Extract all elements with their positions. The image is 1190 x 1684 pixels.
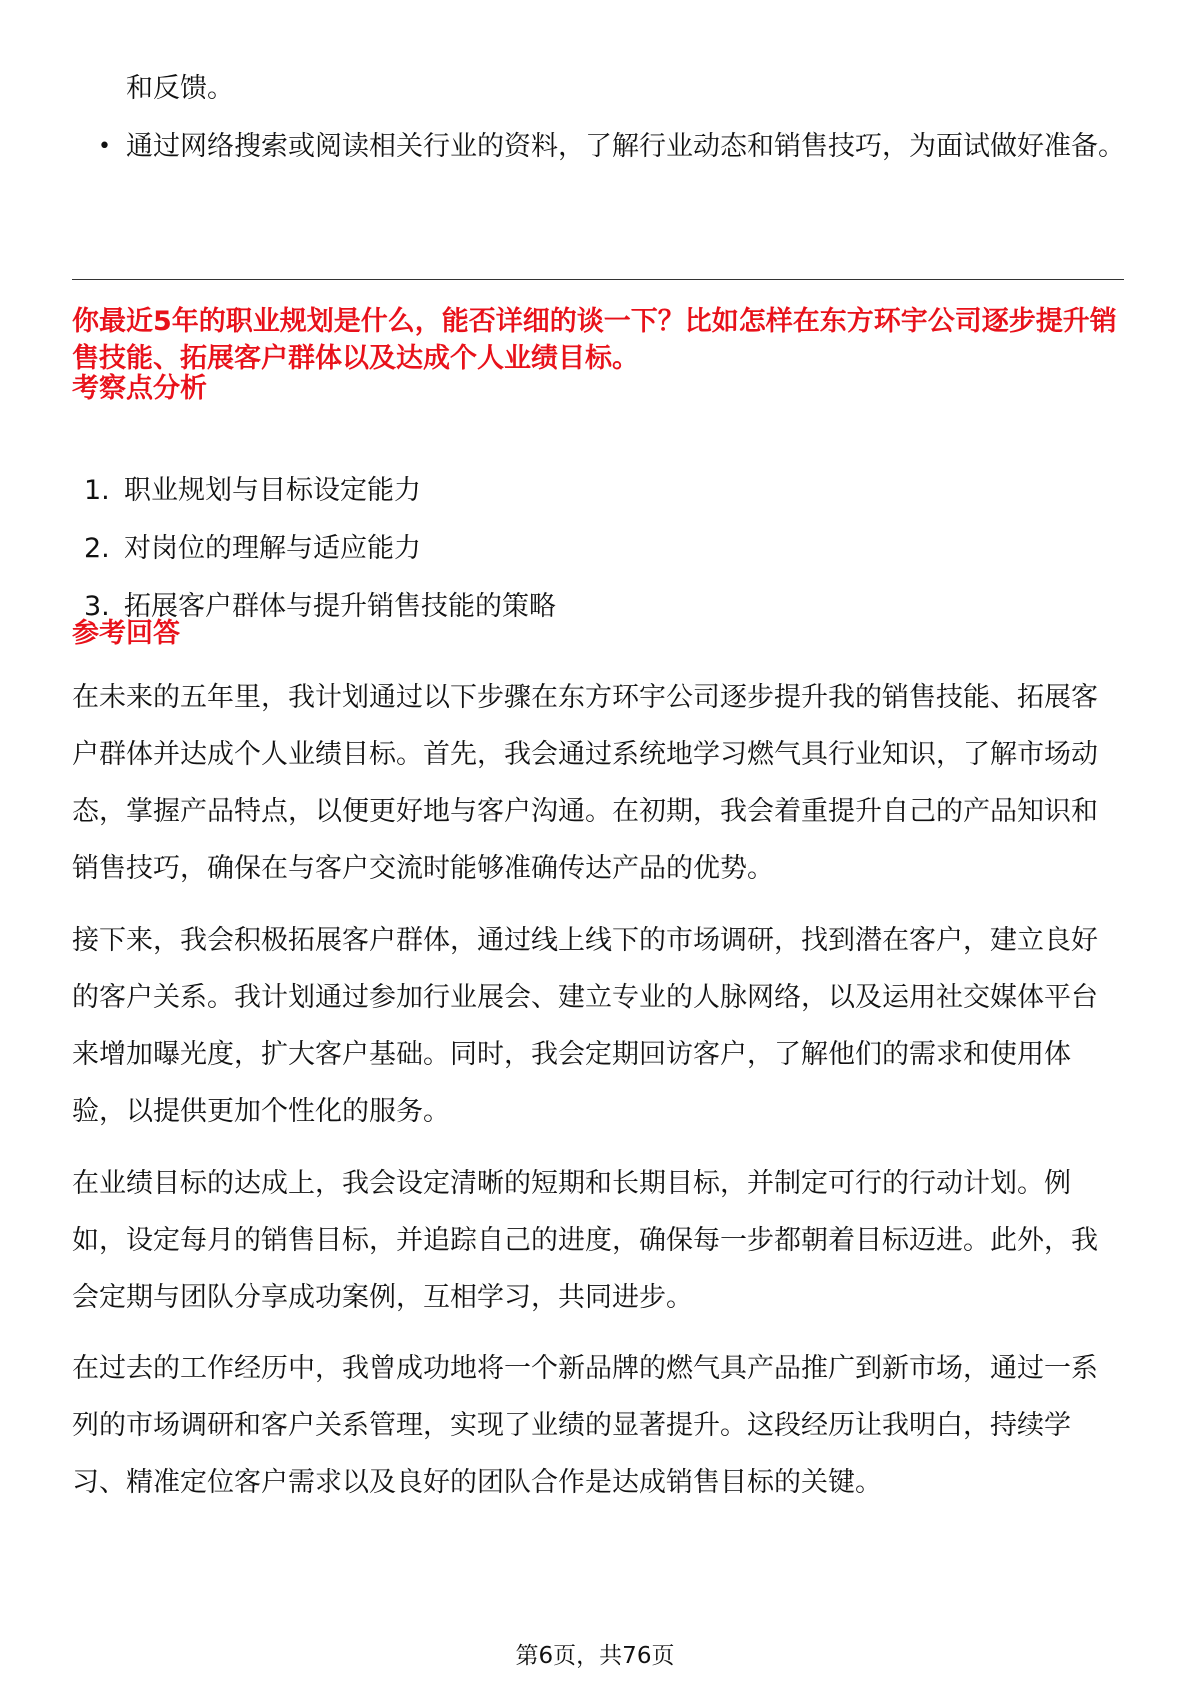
list-number: 1. [84, 475, 110, 506]
bullet-text: 通过网络搜索或阅读相关行业的资料，了解行业动态和销售技巧，为面试做好准备。 [126, 131, 1125, 162]
page-footer: 第6页，共76页 [515, 1643, 675, 1669]
answer-paragraph: 在未来的五年里，我计划通过以下步骤在东方环宇公司逐步提升我的销售技能、拓展客户群体并达成个人业绩目标。首先，我会通过系统地学习燃气具行业知识，了解市场动态，掌握产品特点，以便更好地与客户沟通。在初期，我会着重提升自己的产品知识和销售技巧，确保在与客户交流时能够准确传达产品的优势。 [72, 682, 1098, 884]
list-number: 2. [84, 533, 110, 564]
list-item [84, 462, 1084, 520]
analysis-heading: 考察点分析 [72, 373, 207, 404]
bullet-icon: • [98, 134, 111, 159]
list-text: 拓展客户群体与提升销售技能的策略 [124, 591, 556, 622]
list-text: 对岗位的理解与适应能力 [124, 533, 421, 564]
answer-paragraph: 在业绩目标的达成上，我会设定清晰的短期和长期目标，并制定可行的行动计划。例如，设定每月的销售目标，并追踪自己的进度，确保每一步都朝着目标迈进。此外，我会定期与团队分享成功案例，互相学习，共同进步。 [72, 1168, 1098, 1313]
list-item [96, 118, 1126, 176]
question-title: 你最近5年的职业规划是什么，能否详细的谈一下？比如怎样在东方环宇公司逐步提升销售技能、拓展客户群体以及达成个人业绩目标。 [72, 306, 1117, 374]
answer-heading: 参考回答 [72, 618, 180, 649]
bullet-list [96, 60, 1126, 176]
list-item [84, 578, 1084, 636]
analysis-list [84, 462, 1084, 636]
list-number: 3. [84, 591, 110, 622]
answer-paragraph: 接下来，我会积极拓展客户群体，通过线上线下的市场调研，找到潜在客户，建立良好的客户关系。我计划通过参加行业展会、建立专业的人脉网络，以及运用社交媒体平台来增加曝光度，扩大客户基础。同时，我会定期回访客户，了解他们的需求和使用体验，以提供更加个性化的服务。 [72, 925, 1098, 1127]
answer-paragraph: 在过去的工作经历中，我曾成功地将一个新品牌的燃气具产品推广到新市场，通过一系列的市场调研和客户关系管理，实现了业绩的显著提升。这段经历让我明白，持续学习、精准定位客户需求以及良好的团队合作是达成销售目标的关键。 [72, 1353, 1098, 1498]
section-divider [72, 279, 1124, 280]
bullet-text: 和反馈。 [126, 73, 234, 104]
list-item [84, 520, 1084, 578]
list-text: 职业规划与目标设定能力 [124, 475, 421, 506]
list-item [96, 60, 1126, 118]
